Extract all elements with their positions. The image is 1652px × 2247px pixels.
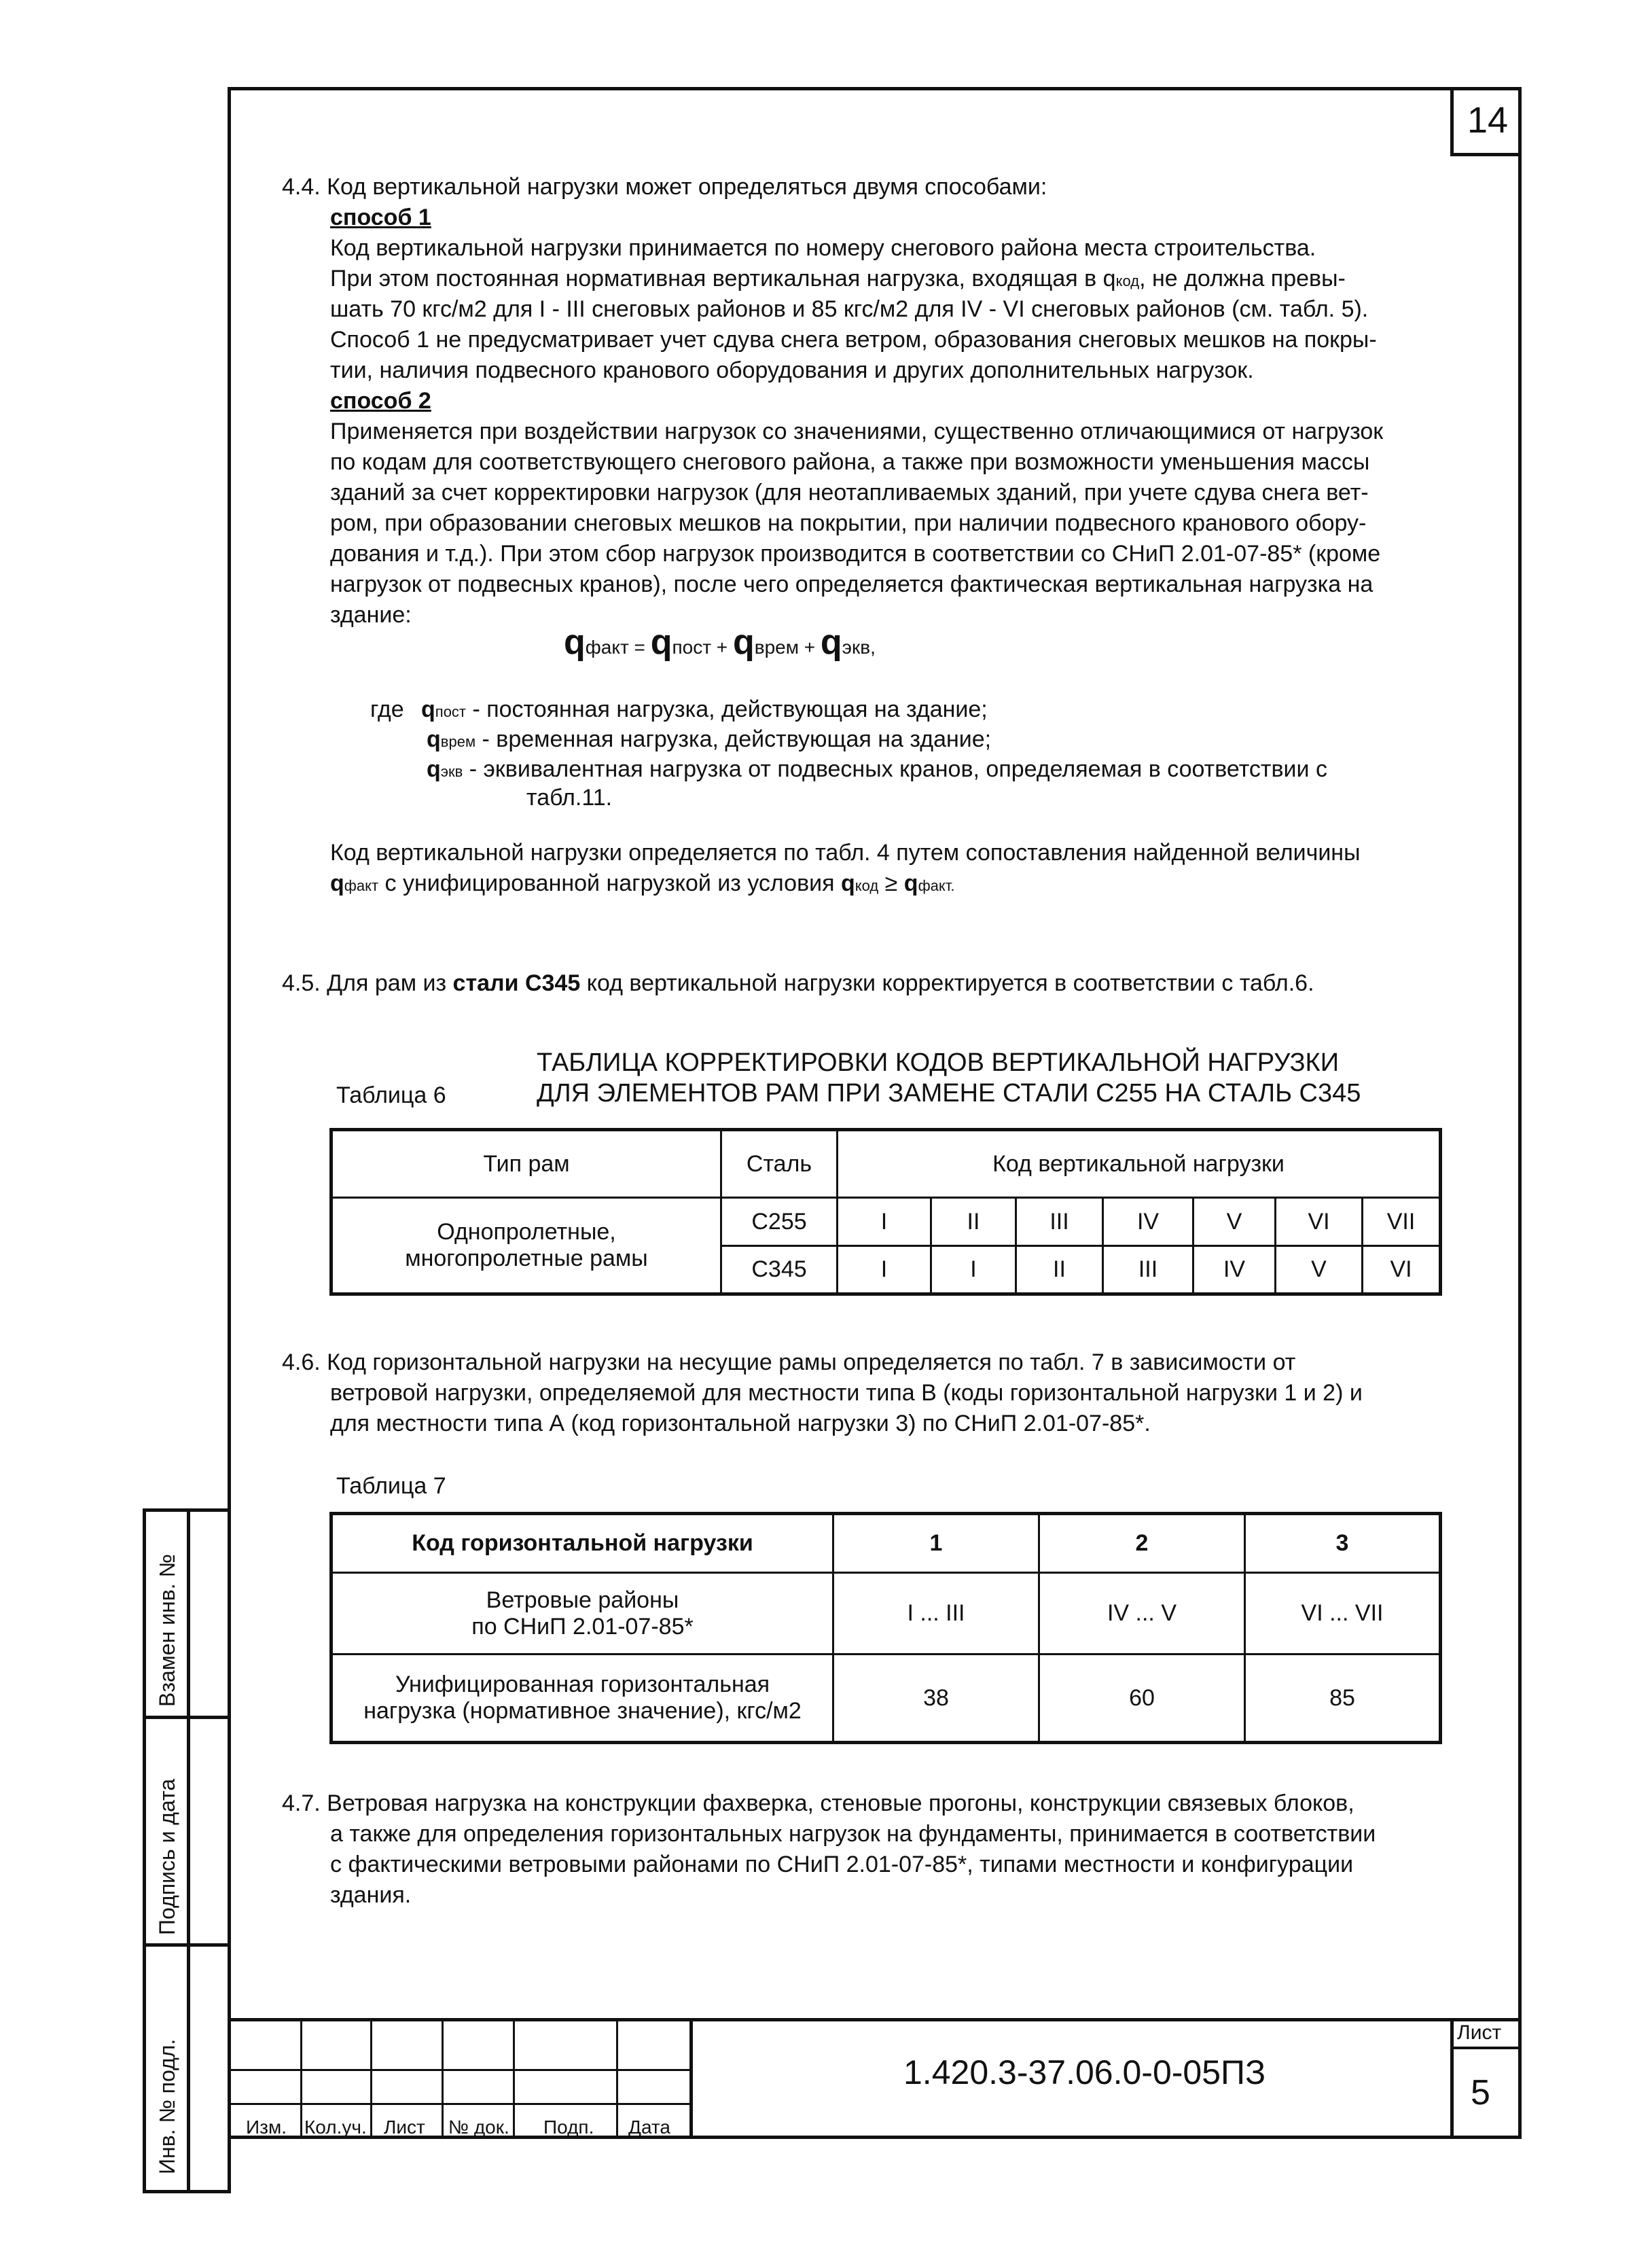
stamp-label-list: Лист [384,2117,425,2138]
t6-cell: VII [1363,1198,1441,1246]
def-post: qпост - постоянная нагрузка, действующая на здание; [421,696,988,722]
t6-cell: I [838,1246,931,1294]
t6-cell: V [1193,1198,1276,1246]
side-sep2 [143,1943,231,1947]
t6-head-type: Тип рам [331,1130,721,1198]
t7-cell: 60 [1039,1655,1245,1743]
method1-title: способ 1 [330,205,431,230]
table6-title1: ТАБЛИЦА КОРРЕКТИРОВКИ КОДОВ ВЕРТИКАЛЬНОЙ НАГРУЗКИ [537,1048,1340,1077]
t7-row2-label: Унифицированная горизонтальная нагрузка (нормативное значение), кгс/м2 [331,1655,833,1743]
m2-line5: дования и т.д.). При этом сбор нагрузок производится в соответствии со СНиП 2.01-07-85* (кроме [330,541,1381,567]
table7 [329,1512,1442,1744]
table6-label: Таблица 6 [336,1082,446,1108]
sec46-line1: 4.6. Код горизонтальной нагрузки на несущие рамы определяется по табл. 7 в зависимости от [282,1349,1296,1375]
list-label: Лист [1457,2021,1502,2044]
sec47-line1: 4.7. Ветровая нагрузка на конструкции фахверка, стеновые прогоны, конструкции связевых блоков, [282,1790,1354,1816]
m2-line6: нагрузок от подвесных кранов), после чего определяется фактическая вертикальная нагрузка на [330,571,1373,597]
m2-line2: по кодам для соответствующего снегового района, а также при возможности уменьшения массы [330,449,1370,475]
sec44-intro: 4.4. Код вертикальной нагрузки может определяться двумя способами: [282,174,1047,200]
t6-cell: III [1016,1198,1103,1246]
t6-cell: I [838,1198,931,1246]
sec46-line2: ветровой нагрузки, определяемой для местности типа В (коды горизонтальной нагрузки 1 и 2) и [330,1380,1363,1406]
list-sep [1450,2047,1522,2049]
def-ekv: qэкв - эквивалентная нагрузка от подвесных кранов, определяемая в соответствии с [427,756,1327,782]
t7-col-1: 1 [833,1514,1039,1573]
t6-cell: V [1276,1246,1363,1294]
stamp-divider [689,2018,693,2139]
side-inv: Инв. № подл. [155,2038,179,2174]
m1-line4: Способ 1 не предусматривает учет сдува снега ветром, образования снеговых мешков на покры- [330,327,1377,353]
list-divider [1450,2018,1454,2139]
t6-cell: IV [1103,1198,1193,1246]
t7-cell: IV ... V [1039,1573,1245,1655]
stamp-label-doc: № док. [448,2117,509,2138]
stamp-label-data: Дата [628,2117,671,2138]
t6-head-steel: Сталь [721,1130,838,1198]
stamp-label-izm: Изм. [246,2117,287,2138]
t6-frame-type: Однопролетные, многопролетные рамы [331,1198,721,1294]
t7-row1-label: Ветровые районы по СНиП 2.01-07-85* [331,1573,833,1655]
t7-col-2: 2 [1039,1514,1245,1573]
m1-line3: шать 70 кгс/м2 для I - III снеговых районов и 85 кгс/м2 для IV - VI снеговых районов (см. табл. 5). [330,296,1369,322]
t6-cell: II [1016,1246,1103,1294]
t7-cell: VI ... VII [1245,1573,1441,1655]
t6-cell: III [1103,1246,1193,1294]
sec47-line4: здания. [330,1882,412,1908]
t6-cell: I [931,1246,1016,1294]
t6-head-code: Код вертикальной нагрузки [838,1130,1441,1198]
concl-line2: qфакт с унифицированной нагрузкой из условия qкод ≥ qфакт. [330,870,955,896]
t6-cell: IV [1193,1246,1276,1294]
table6 [329,1128,1442,1296]
m2-line7: здание: [330,602,412,628]
sec47-line3: с фактическими ветровыми районами по СНиП 2.01-07-85*, типами местности и конфигурации [330,1852,1354,1877]
t6-steel-c255: С255 [721,1198,838,1246]
sec45: 4.5. Для рам из стали С345 код вертикальной нагрузки корректируется в соответствии с табл.6. [282,970,1314,996]
t7-col-3: 3 [1245,1514,1441,1573]
m2-line3: зданий за счет корректировки нагрузок (для неотапливаемых зданий, при учете сдува снега вет- [330,480,1369,506]
m1-line1: Код вертикальной нагрузки принимается по номеру снегового района места строительства. [330,235,1316,261]
stamp-label-kolvo: Кол.уч. [304,2117,367,2138]
concl-line1: Код вертикальной нагрузки определяется по табл. 4 путем сопоставления найденной величины [330,840,1361,866]
sec47-line2: а также для определения горизонтальных нагрузок на фундаменты, принимается в соответствии [330,1821,1376,1847]
t6-cell: VI [1276,1198,1363,1246]
formula: qфакт = qпост + qврем + qэкв, [564,622,876,662]
t7-cell: I ... III [833,1573,1039,1655]
table7-label: Таблица 7 [336,1473,446,1499]
side-zamen: Взамен инв. № [155,1554,179,1707]
side-divider [187,1508,190,2193]
t7-cell: 85 [1245,1655,1441,1743]
sheet-number-top: 14 [1450,87,1522,156]
m2-line4: ром, при образовании снеговых мешков на покрытии, при наличии подвесного кранового обору- [330,510,1367,536]
def-vrem: qврем - временная нагрузка, действующая на здание; [427,726,992,752]
where-label: где [370,696,404,722]
document-code: 1.420.3-37.06.0-0-05ПЗ [903,2053,1266,2091]
t6-steel-c345: С345 [721,1246,838,1294]
table6-title2: ДЛЯ ЭЛЕМЕНТОВ РАМ ПРИ ЗАМЕНЕ СТАЛИ С255 НА СТАЛЬ С345 [537,1079,1361,1108]
t7-cell: 38 [833,1655,1039,1743]
side-sep1 [143,1716,231,1719]
stamp-label-podp: Подп. [543,2117,594,2138]
t6-cell: II [931,1198,1016,1246]
sec46-line3: для местности типа А (код горизонтальной нагрузки 3) по СНиП 2.01-07-85*. [330,1411,1151,1436]
m1-line2: При этом постоянная нормативная вертикальная нагрузка, входящая в qкод, не должна превы- [330,266,1346,291]
t7-header: Код горизонтальной нагрузки [331,1514,833,1573]
side-podpis: Подпись и дата [155,1778,179,1935]
t6-cell: VI [1363,1246,1441,1294]
m1-line5: тии, наличия подвесного кранового оборудования и других дополнительных нагрузок. [330,357,1254,383]
def-tail: табл.11. [526,785,613,811]
list-number: 5 [1471,2073,1490,2112]
m2-line1: Применяется при воздействии нагрузок со значениями, существенно отличающимися от нагрузок [330,419,1384,444]
method2-title: способ 2 [330,388,431,414]
